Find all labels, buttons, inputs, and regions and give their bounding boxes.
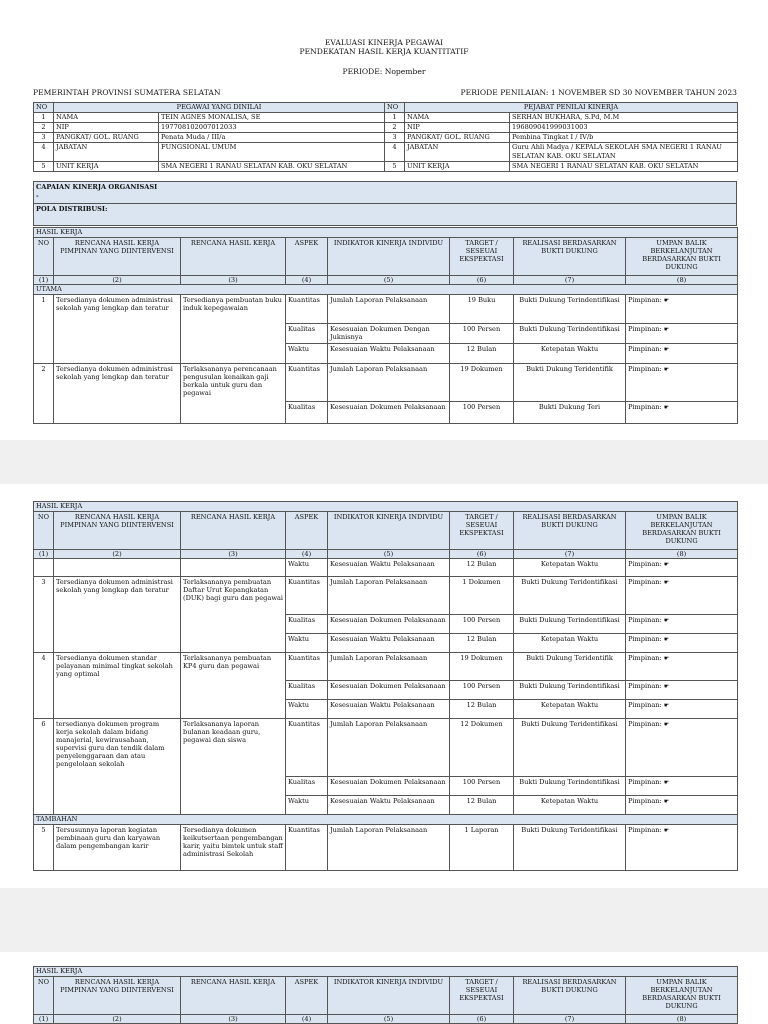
- indikator: Kesesuaian Waktu Pelaksanaan: [328, 796, 450, 815]
- realisasi: Bukti Dukung Teridentifikasi: [514, 719, 626, 777]
- th-no: NO: [34, 512, 54, 550]
- realisasi: Bukti Dukung Teridentifik: [514, 653, 626, 681]
- realisasi: Ketepatan Waktu: [514, 344, 626, 364]
- col-num: (2): [54, 276, 181, 285]
- hand-icon: ☛: [663, 683, 670, 690]
- table-header-row: [34, 238, 738, 276]
- aspek: Waktu: [286, 700, 328, 719]
- indikator: Jumlah Laporan Pelaksanaan: [328, 719, 450, 777]
- item-rencana: Tersedianya dokumen keikutsertaan pengembangan karir, yaitu bimtek untuk staff administrasi Sekolah: [181, 825, 286, 871]
- umpan-balik: [626, 796, 738, 815]
- aspek: Kuantitas: [286, 364, 328, 402]
- table-row: [34, 719, 738, 777]
- indikator: Kesesuaian Waktu Pelaksanaan: [328, 559, 450, 577]
- target: 19 Dokumen: [450, 364, 514, 402]
- item-pimpinan: Tersedianya dokumen administrasi sekolah yang lengkap dan teratur: [54, 577, 181, 653]
- feedback-label: Pimpinan:: [628, 635, 662, 643]
- aspek: Waktu: [286, 796, 328, 815]
- th-realisasi: REALISASI BERDASARKAN BUKTI DUKUNG: [514, 977, 626, 1015]
- row-no: 3: [385, 133, 405, 143]
- row-no: 1: [385, 113, 405, 123]
- hand-icon: ☛: [663, 579, 670, 586]
- th-realisasi: REALISASI BERDASARKAN BUKTI DUKUNG: [514, 512, 626, 550]
- th-rencana: RENCANA HASIL KERJA: [181, 977, 286, 1015]
- hasil-kerja-title: HASIL KERJA: [34, 502, 738, 512]
- col-num: (4): [286, 276, 328, 285]
- target: 100 Persen: [450, 402, 514, 424]
- identity-row: [34, 162, 738, 172]
- realisasi: Bukti Dukung Teridentifikasi: [514, 825, 626, 871]
- aspek: Waktu: [286, 634, 328, 653]
- col-num: (1): [34, 1015, 54, 1024]
- target: 100 Persen: [450, 777, 514, 796]
- feedback-label: Pimpinan:: [628, 778, 662, 786]
- identity-row: [34, 113, 738, 123]
- pejabat-nip: 196809041999031003: [510, 123, 738, 133]
- identity-header-row: [34, 103, 738, 113]
- item-rencana: Terlaksananya pembuatan KP4 guru dan pegawai: [181, 653, 286, 719]
- aspek: Kuantitas: [286, 719, 328, 777]
- pegawai-dinilai-header: PEGAWAI YANG DINILAI: [54, 103, 385, 113]
- feedback-label: Pimpinan:: [628, 365, 662, 373]
- target: 12 Bulan: [450, 700, 514, 719]
- aspek: Waktu: [286, 344, 328, 364]
- indikator: Jumlah Laporan Pelaksanaan: [328, 653, 450, 681]
- field-label: PANGKAT/ GOL. RUANG: [405, 133, 510, 143]
- indikator: Kesesuaian Dokumen Pelaksanaan: [328, 681, 450, 700]
- col-num: (7): [514, 1015, 626, 1024]
- target: 1 Laporan: [450, 825, 514, 871]
- row-no: 4: [34, 143, 54, 162]
- item-rencana: Terlaksananya perencanaan pengusulan kenaikan gaji berkala untuk guru dan pegawai: [181, 364, 286, 424]
- feedback-label: Pimpinan:: [628, 296, 662, 304]
- field-label: JABATAN: [405, 143, 510, 162]
- indikator: Kesesuaian Waktu Pelaksanaan: [328, 634, 450, 653]
- capaian-table: [33, 181, 737, 226]
- instansi: PEMERINTAH PROVINSI SUMATERA SELATAN: [33, 88, 221, 97]
- hand-icon: ☛: [663, 326, 670, 333]
- identity-row: [34, 133, 738, 143]
- th-indikator: INDIKATOR KINERJA INDIVIDU: [328, 512, 450, 550]
- aspek: Kualitas: [286, 324, 328, 344]
- field-label: NIP: [405, 123, 510, 133]
- feedback-label: Pimpinan:: [628, 345, 662, 353]
- column-number-row: [34, 1015, 738, 1024]
- table-row: [34, 825, 738, 871]
- th-no: NO: [34, 977, 54, 1015]
- aspek: Kualitas: [286, 402, 328, 424]
- umpan-balik: [626, 777, 738, 796]
- target: 100 Persen: [450, 324, 514, 344]
- pegawai-nama: TEIN AGNES MONALISA, SE: [159, 113, 385, 123]
- col-num: (8): [626, 550, 738, 559]
- section-utama: UTAMA: [34, 285, 738, 295]
- target: 12 Bulan: [450, 796, 514, 815]
- feedback-label: Pimpinan:: [628, 797, 662, 805]
- th-pimpinan: RENCANA HASIL KERJA PIMPINAN YANG DIINTERVENSI: [54, 977, 181, 1015]
- feedback-label: Pimpinan:: [628, 826, 662, 834]
- col-num: (8): [626, 1015, 738, 1024]
- col-num: (5): [328, 1015, 450, 1024]
- hand-icon: ☛: [663, 827, 670, 834]
- identity-row: [34, 123, 738, 133]
- umpan-balik: [626, 402, 738, 424]
- field-label: NAMA: [405, 113, 510, 123]
- pejabat-jabatan: Guru Ahli Madya / KEPALA SEKOLAH SMA NEGERI 1 RANAU SELATAN KAB. OKU SELATAN: [510, 143, 738, 162]
- th-pimpinan: RENCANA HASIL KERJA PIMPINAN YANG DIINTERVENSI: [54, 238, 181, 276]
- umpan-balik: [626, 324, 738, 344]
- empty-cell: [34, 559, 54, 577]
- feedback-label: Pimpinan:: [628, 654, 662, 662]
- hasil-kerja-title: HASIL KERJA: [34, 967, 738, 977]
- realisasi: Bukti Dukung Terindentifikasi: [514, 681, 626, 700]
- hand-icon: ☛: [663, 617, 670, 624]
- item-pimpinan: Tersedianya dokumen administrasi sekolah yang lengkap dan teratur: [54, 295, 181, 364]
- col-num: (3): [181, 1015, 286, 1024]
- indikator: Jumlah Laporan Pelaksanaan: [328, 825, 450, 871]
- item-pimpinan: Tersedianya dokumen administrasi sekolah yang lengkap dan teratur: [54, 364, 181, 424]
- umpan-balik: [626, 700, 738, 719]
- col-num: (8): [626, 276, 738, 285]
- row-no: 2: [34, 123, 54, 133]
- hasil-kerja-table-3: [33, 966, 738, 1024]
- table-row: [34, 653, 738, 681]
- row-no: 3: [34, 133, 54, 143]
- identity-table: [33, 102, 738, 172]
- realisasi: Ketepatan Waktu: [514, 700, 626, 719]
- feedback-label: Pimpinan:: [628, 325, 662, 333]
- col-num: (3): [181, 550, 286, 559]
- capaian-value: -: [36, 192, 39, 200]
- hand-icon: ☛: [663, 655, 670, 662]
- pegawai-nip: 197708102007012033: [159, 123, 385, 133]
- hand-icon: ☛: [663, 346, 670, 353]
- th-aspek: ASPEK: [286, 977, 328, 1015]
- hand-icon: ☛: [663, 721, 670, 728]
- feedback-label: Pimpinan:: [628, 403, 662, 411]
- th-realisasi: REALISASI BERDASARKAN BUKTI DUKUNG: [514, 238, 626, 276]
- umpan-balik: [626, 344, 738, 364]
- indikator: Kesesuaian Dokumen Dengan Juknisnya: [328, 324, 450, 344]
- row-no: 5: [34, 162, 54, 172]
- indikator: Jumlah Laporan Pelaksanaan: [328, 364, 450, 402]
- indikator: Kesesuaian Waktu Pelaksanaan: [328, 700, 450, 719]
- hand-icon: ☛: [663, 779, 670, 786]
- item-no: 5: [34, 825, 54, 871]
- th-target: TARGET / SESEUAI EKSPEKTASI: [450, 238, 514, 276]
- target: 12 Bulan: [450, 344, 514, 364]
- doc-header-line: [33, 88, 737, 97]
- item-pimpinan: Tersusunnya laporan kegiatan pembinaan guru dan karyawan dalam pengembangan karir: [54, 825, 181, 871]
- th-target: TARGET / SESEUAI EKSPEKTASI: [450, 512, 514, 550]
- th-no: NO: [34, 238, 54, 276]
- col-num: (4): [286, 1015, 328, 1024]
- pejabat-nama: SERHAN BUKHARA, S.Pd, M.M: [510, 113, 738, 123]
- th-indikator: INDIKATOR KINERJA INDIVIDU: [328, 238, 450, 276]
- col-num: (7): [514, 550, 626, 559]
- aspek: Kualitas: [286, 777, 328, 796]
- target: 19 Buku: [450, 295, 514, 324]
- field-label: NIP: [54, 123, 159, 133]
- realisasi: Bukti Dukung Terindentifikasi: [514, 295, 626, 324]
- capaian-label: CAPAIAN KINERJA ORGANISASI: [36, 183, 158, 191]
- target: 100 Persen: [450, 681, 514, 700]
- realisasi: Bukti Dukung Teridentifik: [514, 364, 626, 402]
- hand-icon: ☛: [663, 702, 670, 709]
- column-number-row: [34, 276, 738, 285]
- target: 1 Dokumen: [450, 577, 514, 615]
- th-target: TARGET / SESEUAI EKSPEKTASI: [450, 977, 514, 1015]
- th-aspek: ASPEK: [286, 238, 328, 276]
- feedback-label: Pimpinan:: [628, 701, 662, 709]
- indikator: Jumlah Laporan Pelaksanaan: [328, 295, 450, 324]
- row-no: 5: [385, 162, 405, 172]
- aspek: Kualitas: [286, 681, 328, 700]
- aspek: Kuantitas: [286, 825, 328, 871]
- th-aspek: ASPEK: [286, 512, 328, 550]
- feedback-label: Pimpinan:: [628, 682, 662, 690]
- th-umpan-balik: UMPAN BALIK BERKELANJUTAN BERDASARKAN BUKTI DUKUNG: [626, 512, 738, 550]
- identity-row: [34, 143, 738, 162]
- row-no: 4: [385, 143, 405, 162]
- row-no: 1: [34, 113, 54, 123]
- document-page-2: [0, 484, 768, 888]
- col-num: (5): [328, 276, 450, 285]
- aspek: Kuantitas: [286, 577, 328, 615]
- umpan-balik: [626, 364, 738, 402]
- doc-subtitle: PENDEKATAN HASIL KERJA KUANTITATIF: [299, 47, 469, 56]
- field-label: NAMA: [54, 113, 159, 123]
- feedback-label: Pimpinan:: [628, 560, 662, 568]
- th-umpan-balik: UMPAN BALIK BERKELANJUTAN BERDASARKAN BUKTI DUKUNG: [626, 238, 738, 276]
- col-no: NO: [34, 103, 54, 113]
- item-no: 2: [34, 364, 54, 424]
- realisasi: Bukti Dukung Terindentifikasi: [514, 324, 626, 344]
- th-rencana: RENCANA HASIL KERJA: [181, 512, 286, 550]
- hand-icon: ☛: [663, 798, 670, 805]
- indikator: Kesesuaian Dokumen Pelaksanaan: [328, 402, 450, 424]
- realisasi: Ketepatan Waktu: [514, 559, 626, 577]
- feedback-label: Pimpinan:: [628, 578, 662, 586]
- field-label: PANGKAT/ GOL. RUANG: [54, 133, 159, 143]
- umpan-balik: [626, 634, 738, 653]
- th-umpan-balik: UMPAN BALIK BERKELANJUTAN BERDASARKAN BUKTI DUKUNG: [626, 977, 738, 1015]
- target: 19 Dokumen: [450, 653, 514, 681]
- realisasi: Bukti Dukung Terindentifikasi: [514, 615, 626, 634]
- item-rencana: Terlaksananya pembuatan Daftar Urut Kepangkatan (DUK) bagi guru dan pegawai: [181, 577, 286, 653]
- aspek: Waktu: [286, 559, 328, 577]
- th-rencana: RENCANA HASIL KERJA: [181, 238, 286, 276]
- col-num: (4): [286, 550, 328, 559]
- target: 12 Dokumen: [450, 719, 514, 777]
- document-page-1: [0, 0, 768, 440]
- doc-title: EVALUASI KINERJA PEGAWAI: [324, 38, 444, 47]
- hand-icon: ☛: [663, 636, 670, 643]
- umpan-balik: [626, 681, 738, 700]
- doc-periode: PERIODE: Nopember: [342, 67, 426, 76]
- umpan-balik: [626, 559, 738, 577]
- realisasi: Ketepatan Waktu: [514, 634, 626, 653]
- pola-distribusi: POLA DISTRIBUSI:: [34, 204, 737, 226]
- empty-cell: [54, 559, 181, 577]
- item-no: 4: [34, 653, 54, 719]
- umpan-balik: [626, 295, 738, 324]
- indikator: Kesesuaian Waktu Pelaksanaan: [328, 344, 450, 364]
- col-num: (6): [450, 550, 514, 559]
- th-indikator: INDIKATOR KINERJA INDIVIDU: [328, 977, 450, 1015]
- realisasi: Ketepatan Waktu: [514, 796, 626, 815]
- table-header-row: [34, 977, 738, 1015]
- feedback-label: Pimpinan:: [628, 616, 662, 624]
- realisasi: Bukti Dukung Teridentifikasi: [514, 577, 626, 615]
- target: 12 Bulan: [450, 634, 514, 653]
- pejabat-pangkat: Pembina Tingkat I / IV/b: [510, 133, 738, 143]
- row-no: 2: [385, 123, 405, 133]
- pegawai-jabatan: FUNGSIONAL UMUM: [159, 143, 385, 162]
- indikator: Kesesuaian Dokumen Pelaksanaan: [328, 615, 450, 634]
- item-no: 6: [34, 719, 54, 815]
- indikator: Kesesuaian Dokumen Pelaksanaan: [328, 777, 450, 796]
- column-number-row: [34, 550, 738, 559]
- hasil-kerja-title: HASIL KERJA: [34, 228, 738, 238]
- hasil-kerja-table-2: [33, 501, 738, 871]
- field-label: UNIT KERJA: [405, 162, 510, 172]
- item-rencana: Tersedianya pembuatan buku induk kepegawaian: [181, 295, 286, 364]
- pejabat-penilai-header: PEJABAT PENILAI KINERJA: [405, 103, 738, 113]
- umpan-balik: [626, 577, 738, 615]
- section-tambahan: TAMBAHAN: [34, 815, 738, 825]
- item-pimpinan: tersedianya dokumen program kerja sekolah dalam bidang manajerial, kewirausahaan, supervisi guru dan tendik dalam penyelenggaraan dan atau pengelolaan sekolah: [54, 719, 181, 815]
- capaian-kinerja: [34, 182, 737, 204]
- col-num: (2): [54, 1015, 181, 1024]
- table-row: [34, 559, 738, 577]
- item-no: 1: [34, 295, 54, 364]
- item-no: 3: [34, 577, 54, 653]
- col-num: (2): [54, 550, 181, 559]
- table-row: [34, 295, 738, 324]
- aspek: Kualitas: [286, 615, 328, 634]
- table-row: [34, 364, 738, 402]
- col-num: (3): [181, 276, 286, 285]
- col-num: (7): [514, 276, 626, 285]
- umpan-balik: [626, 615, 738, 634]
- col-num: (1): [34, 550, 54, 559]
- field-label: UNIT KERJA: [54, 162, 159, 172]
- field-label: JABATAN: [54, 143, 159, 162]
- pegawai-unit-kerja: SMA NEGERI 1 RANAU SELATAN KAB. OKU SELATAN: [159, 162, 385, 172]
- col-num: (1): [34, 276, 54, 285]
- umpan-balik: [626, 653, 738, 681]
- table-row: [34, 577, 738, 615]
- umpan-balik: [626, 719, 738, 777]
- hand-icon: ☛: [663, 366, 670, 373]
- col-num: (6): [450, 276, 514, 285]
- col-no: NO: [385, 103, 405, 113]
- item-rencana: Terlaksananya laporan bulanan keadaan guru, pegawai dan siswa: [181, 719, 286, 815]
- feedback-label: Pimpinan:: [628, 720, 662, 728]
- table-header-row: [34, 512, 738, 550]
- document-page-3: [0, 952, 768, 1024]
- hand-icon: ☛: [663, 404, 670, 411]
- col-num: (6): [450, 1015, 514, 1024]
- indikator: Jumlah Laporan Pelaksanaan: [328, 577, 450, 615]
- empty-cell: [181, 559, 286, 577]
- col-num: (5): [328, 550, 450, 559]
- periode-penilaian: PERIODE PENILAIAN: 1 NOVEMBER SD 30 NOVEMBER TAHUN 2023: [460, 88, 737, 97]
- hand-icon: ☛: [663, 297, 670, 304]
- th-pimpinan: RENCANA HASIL KERJA PIMPINAN YANG DIINTERVENSI: [54, 512, 181, 550]
- realisasi: Bukti Dukung Terindentifikasi: [514, 777, 626, 796]
- realisasi: Bukti Dukung Teri: [514, 402, 626, 424]
- hand-icon: ☛: [663, 561, 670, 568]
- pejabat-unit-kerja: SMA NEGERI 1 RANAU SELATAN KAB. OKU SELATAN: [510, 162, 738, 172]
- umpan-balik: [626, 825, 738, 871]
- aspek: Kuantitas: [286, 653, 328, 681]
- hasil-kerja-table-1: [33, 227, 738, 424]
- target: 12 Bulan: [450, 559, 514, 577]
- item-pimpinan: Tersedianya dokumen standar pelayanan minimal tingkat sekolah yang optimal: [54, 653, 181, 719]
- pegawai-pangkat: Penata Muda / III/a: [159, 133, 385, 143]
- target: 100 Persen: [450, 615, 514, 634]
- aspek: Kuantitas: [286, 295, 328, 324]
